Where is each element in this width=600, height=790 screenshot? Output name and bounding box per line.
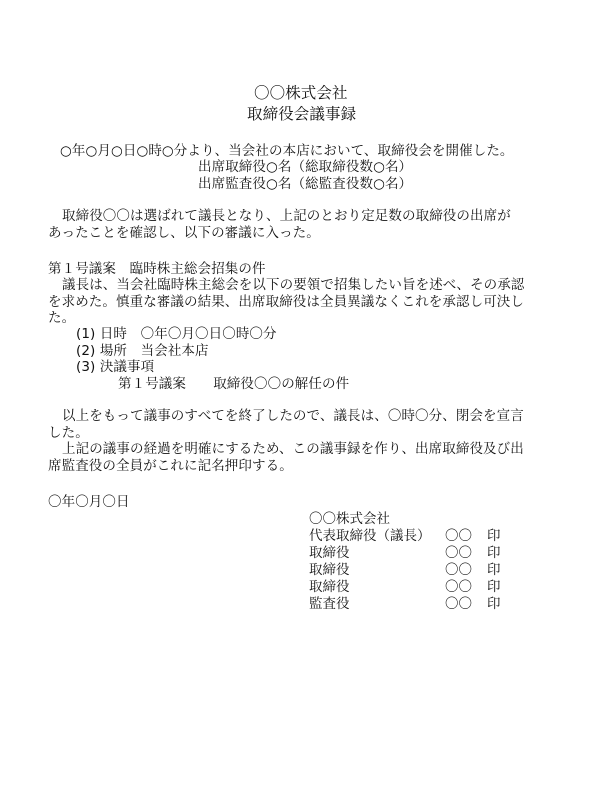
agenda-item-datetime: (1) 日時 〇年〇月〇日〇時〇分 xyxy=(76,326,277,342)
company-name: 〇〇株式会社 xyxy=(254,84,348,102)
opening-line-1: 取締役〇〇は選ばれて議長となり、上記のとおり定足数の取締役の出席が xyxy=(62,208,511,224)
signature-role: 代表取締役（議長） xyxy=(309,528,431,544)
agenda-item-place: (2) 場所 当会社本店 xyxy=(76,343,209,359)
signature-name: 〇〇 xyxy=(445,528,472,544)
agenda-1-heading: 第１号議案 臨時株主総会招集の件 xyxy=(48,261,266,277)
agenda-item-resolution-detail: 第１号議案 取締役〇〇の解任の件 xyxy=(118,376,350,392)
signature-role: 監査役 xyxy=(309,596,350,612)
signature-role: 取締役 xyxy=(309,562,350,578)
intro-line: ○年○月○日○時○分より、当会社の本店において、取締役会を開催した。 xyxy=(60,143,514,159)
directors-present: 出席取締役○名（総取締役数○名） xyxy=(198,159,413,175)
seal-mark: 印 xyxy=(487,545,501,561)
agenda-1-body-3: た。 xyxy=(48,310,76,326)
seal-mark: 印 xyxy=(487,596,501,612)
signature-role: 取締役 xyxy=(309,545,350,561)
signature-name: 〇〇 xyxy=(445,579,472,595)
document-title: 取締役会議事録 xyxy=(247,105,357,123)
agenda-1-body-1: 議長は、当会社臨時株主総会を以下の要領で招集したい旨を述べ、その承認 xyxy=(62,277,525,293)
signature-role: 取締役 xyxy=(309,579,350,595)
seal-mark: 印 xyxy=(487,579,501,595)
closing-line-1: 以上をもって議事のすべてを終了したので、議長は、〇時〇分、閉会を宣言 xyxy=(62,408,524,424)
signature-company: 〇〇株式会社 xyxy=(309,511,390,527)
signature-name: 〇〇 xyxy=(445,562,472,578)
closing-line-2: した。 xyxy=(48,425,89,441)
closing-line-4: 席監査役の全員がこれに記名押印する。 xyxy=(48,458,293,474)
auditors-present: 出席監査役○名（総監査役数○名） xyxy=(198,176,413,192)
closing-line-3: 上記の議事の経過を明確にするため、この議事録を作り、出席取締役及び出 xyxy=(62,441,524,457)
agenda-1-body-2: を求めた。慎重な審議の結果、出席取締役は全員異議なくこれを承認し可決し xyxy=(48,294,524,310)
signature-name: 〇〇 xyxy=(445,545,472,561)
agenda-item-resolution: (3) 決議事項 xyxy=(76,359,155,375)
seal-mark: 印 xyxy=(487,562,501,578)
seal-mark: 印 xyxy=(487,528,501,544)
document-date: 〇年〇月〇日 xyxy=(48,494,130,510)
signature-name: 〇〇 xyxy=(445,596,472,612)
opening-line-2: あったことを確認し、以下の審議に入った。 xyxy=(48,225,320,241)
